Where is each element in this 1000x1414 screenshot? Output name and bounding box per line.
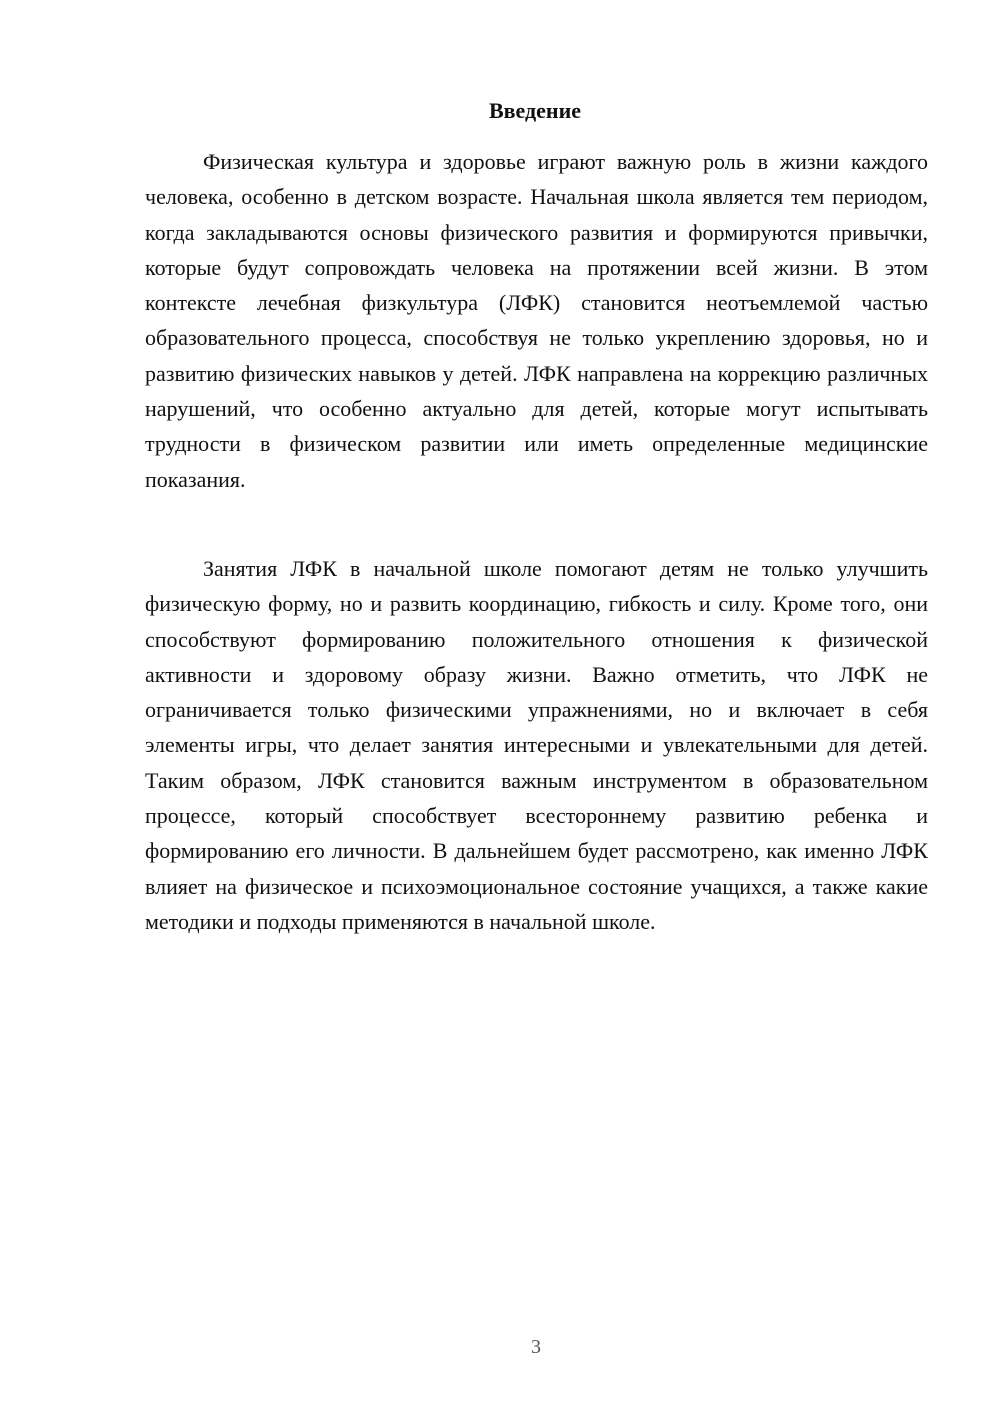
paragraph-lfk-lessons: Занятия ЛФК в начальной школе помогают детям не только улучшить физическую форму, но и развить координацию, гибкость и силу. Кроме того, они способствуют формированию положительного отношения к физической активности и здоровому образу жизни. Важно отметить, что ЛФК не ограничивается только физическими упражнениями, но и включает в себя элементы игры, что делает занятия интересными и увлекательными для детей. Таким образом, ЛФК становится важным инструментом в образовательном процессе, который способствует всестороннему развитию ребенка и формированию его личности. В дальнейшем будет рассмотрено, как именно ЛФК влияет на физическое и психоэмоциональное состояние учащихся, а также какие методики и подходы применяются в начальной школе. — [145, 556, 928, 934]
page-number: 3 — [531, 1336, 541, 1358]
paragraph-intro: Физическая культура и здоровье играют важную роль в жизни каждого человека, особенно в детском возрасте. Начальная школа является тем периодом, когда закладываются основы физического развития и формируются привычки, которые будут сопровождать человека на протяжении всей жизни. В этом контексте лечебная физкультура (ЛФК) становится неотъемлемой частью образовательного процесса, способствуя не только укреплению здоровья, но и развитию физических навыков у детей. ЛФК направлена на коррекцию различных нарушений, что особенно актуально для детей, которые могут испытывать трудности в физическом развитии или иметь определенные медицинские показания. — [145, 149, 928, 492]
section-title: Введение — [488, 98, 582, 123]
